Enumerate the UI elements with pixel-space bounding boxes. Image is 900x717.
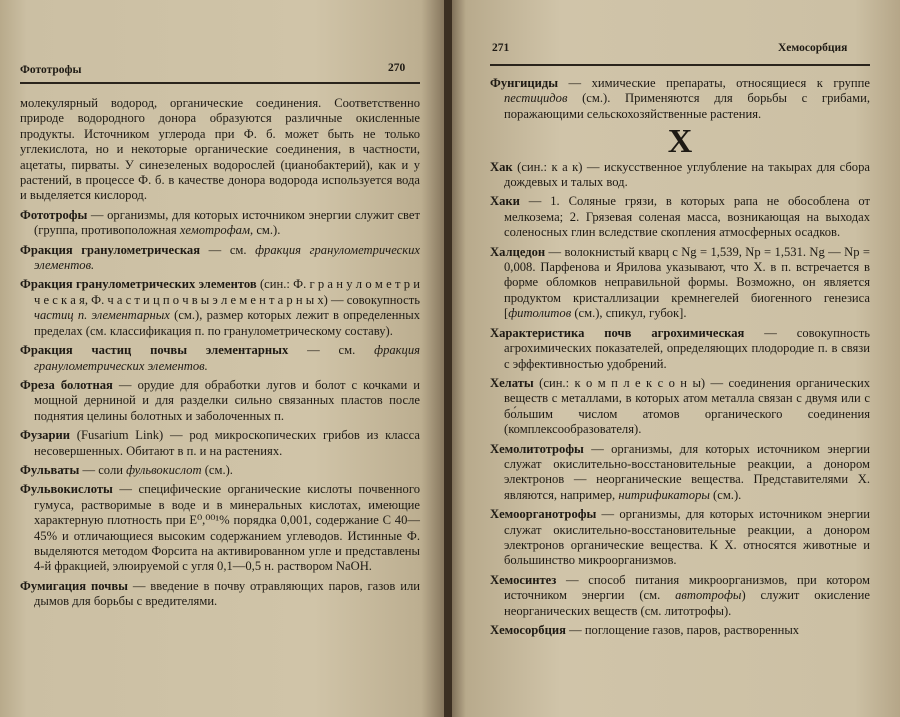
left-page — [0, 0, 448, 717]
entry-text: (см.), спикул, губок]. — [571, 306, 687, 321]
left-column — [20, 96, 420, 614]
entry-text: — введение в почву отравляющих паров, газов или дымов для борьбы с вредителями. — [34, 578, 420, 609]
entry-text: — волокнистый кварц с Ng = 1,539, Np = 1,531. Ng — Np = 0,008. Парфенова и Ярилова указывают, что Х. в п. встречается в форме обломков неправильной формы. Возможно, он является продуктом кристаллизации кремнегелей биогенного генезиса [ — [504, 244, 870, 321]
entry-text: — способ питания микроорганизмов, при котором источником энергии (см. — [504, 572, 870, 603]
entry-text: — организмы, для которых источником энергии служат окислительно-восстановительные реакции, а донором электронов органические вещества. К Х. относятся животные и большинство микроорганизмов. — [504, 507, 870, 568]
dictionary-entry — [20, 378, 420, 424]
dictionary-entry — [20, 482, 420, 574]
dictionary-entry — [490, 76, 870, 122]
entry-reference: фитолитов — [508, 306, 572, 321]
entry-reference: фульвокислот — [126, 462, 202, 477]
running-head: Хемосорбция — [778, 42, 848, 54]
entry-term: Фумигация почвы — [20, 578, 128, 593]
entry-text: (см.). Применяются для борьбы с грибами, поражающими сельскохозяйственные растения. — [504, 91, 870, 121]
page-number: 271 — [492, 42, 510, 54]
gutter — [444, 0, 452, 717]
entry-text: — химические препараты, относящиеся к группе — [558, 76, 870, 90]
entry-text: — совокупность агрохимических показателей, определяющих плодородие п. в связи с эффективностью удобрений. — [504, 325, 870, 371]
entry-term: Фракция частиц почвы элементарных — [20, 343, 289, 358]
dictionary-entry — [490, 160, 870, 191]
entry-text: — организмы, для которых источником энергии служит свет (группа, противоположная — [34, 207, 420, 238]
entry-term: Фреза болотная — [20, 377, 113, 392]
entry-text: — орудие для обработки лугов и болот с кочками и мощной дерниной и для разделки сильно связанных пластов после поднятия целины болотных и заболоченных п. — [34, 377, 420, 423]
dictionary-entry — [20, 277, 420, 339]
entry-reference: автотрофы — [675, 588, 742, 603]
entry-term: Фракция гранулометрическая — [20, 242, 201, 257]
header-rule — [490, 64, 870, 66]
dictionary-entry — [490, 376, 870, 438]
dictionary-entry — [490, 245, 870, 322]
entry-term: Фульваты — [20, 462, 80, 477]
dictionary-entry — [490, 507, 870, 569]
entry-term: Хемосинтез — [490, 572, 557, 587]
dictionary-entry — [490, 326, 870, 372]
entry-text: , см.). — [250, 223, 281, 238]
entry-text: (син.: Ф. г р а н у л о м е т р и ч е с к а я, Ф. ч а с т и ц п о ч в ы э л е м е н т а р н ы х) — совокупность — [34, 277, 420, 307]
entry-reference: пестицидов — [504, 91, 568, 106]
entry-term: Фототрофы — [20, 207, 88, 222]
entry-text: (см.), размер которых лежит в определенных пределах (см. классификация п. по гранулометрическому составу). — [34, 308, 421, 338]
right-page — [448, 0, 900, 717]
entry-term: Хемосорбция — [490, 623, 566, 637]
entry-reference: фракция гранулометрических элементов. — [34, 343, 420, 373]
entry-text: — см. — [200, 242, 256, 257]
entry-term: Фунгициды — [490, 76, 559, 90]
entry-text: — организмы, для которых источником энергии служат окислительно-восстановительные реакции, а донором электронов — неорганические вещества. Представителями Х. являются, например, — [504, 441, 870, 502]
section-letter: Х — [667, 123, 693, 161]
dictionary-entry — [490, 573, 870, 619]
entry-term: Хелаты — [490, 375, 534, 390]
entry-term: Хаки — [490, 194, 520, 209]
entry-term: Халцедон — [490, 244, 546, 259]
entry-reference: нитрификаторы — [618, 487, 710, 502]
entry-text: (син.: к о м п л е к с о н ы) — соединения органических веществ с металлами, в которых атом металла связан с двумя или с бо́льшим числом атомов органического соединения (комплексообразователя). — [504, 375, 870, 437]
entry-term: Фузарии — [20, 428, 70, 443]
entry-text: (Fusarium Link) — род микроскопических грибов из класса несовершенных. Обитают в п. и на растениях. — [34, 428, 420, 458]
entry-text: (см.). — [201, 462, 233, 477]
entry-term: Хак — [490, 159, 513, 174]
dictionary-entry — [490, 623, 870, 638]
entry-text: — 1. Соляные грязи, в которых рапа не обособлена от мелкозема; 2. Грязевая соленая масса, возникающая на выходах соленосных глин вследствие скопления атмосферных осадков. — [504, 194, 870, 240]
entry-reference: частиц п. элементарных — [34, 308, 170, 323]
dictionary-entry — [20, 208, 420, 239]
entry-text: — см. — [288, 343, 375, 358]
dictionary-entry — [490, 442, 870, 504]
entry-text: ) служит окисление неорганических веществ (см. литотрофы). — [504, 588, 870, 618]
dictionary-entry — [20, 343, 420, 374]
page-number: 270 — [388, 62, 406, 74]
entry-term: Хемолитотрофы — [490, 441, 584, 456]
entry-term: Хемоорганотрофы — [490, 507, 597, 522]
right-column — [490, 76, 870, 642]
header-rule — [20, 82, 420, 84]
dictionary-entry — [20, 243, 420, 274]
dictionary-entry — [20, 579, 420, 610]
entry-text: (см.). — [709, 487, 742, 502]
dictionary-entry — [490, 194, 870, 240]
entry-term: Фульвокислоты — [20, 482, 113, 497]
entry-term: Характеристика почв агрохимическая — [490, 325, 745, 340]
continuation-text: молекулярный водород, органические соединения. Соответственно природе водородного донора образуются различные окисленные продукты. Источником углерода при Ф. б. может быть не только углекислота, но и некоторые органические соединения, в частности, ацетаты, пирваты. У синезеленых водорослей (цианобактерий), как и у растений, в процессе Ф. б. в качестве донора водорода используется вода и выделяется кислород. — [20, 96, 420, 203]
running-head: Фототрофы — [20, 64, 82, 76]
entry-term: Фракция гранулометрических элементов — [20, 277, 257, 292]
dictionary-entry — [20, 463, 420, 478]
dictionary-entry — [20, 428, 420, 459]
entry-text: — специфические органические кислоты почвенного гумуса, растворимые в воде и в минеральных кислотах, имеющие характерную плотность при E⁰,⁰⁰¹% порядка 0,001, содержание С 40—45% и отличающиеся высоким содержанием углеводов. Истинные Ф. выделяются методом Форсита на активированном угле и представлены 4-й фракцией, элюируемой с угля 0,1—0,5 н. раствором NaOH. — [34, 482, 420, 574]
entry-reference: фракция гранулометрических элементов. — [34, 242, 420, 273]
entry-reference: хемотрофам — [179, 223, 251, 238]
entry-text: — соли — [79, 462, 127, 477]
entry-text: — поглощение газов, паров, растворенных — [565, 623, 800, 637]
entry-text: (син.: к а к) — искусственное углубление на такырах для сбора дождевых и талых вод. — [504, 159, 870, 190]
